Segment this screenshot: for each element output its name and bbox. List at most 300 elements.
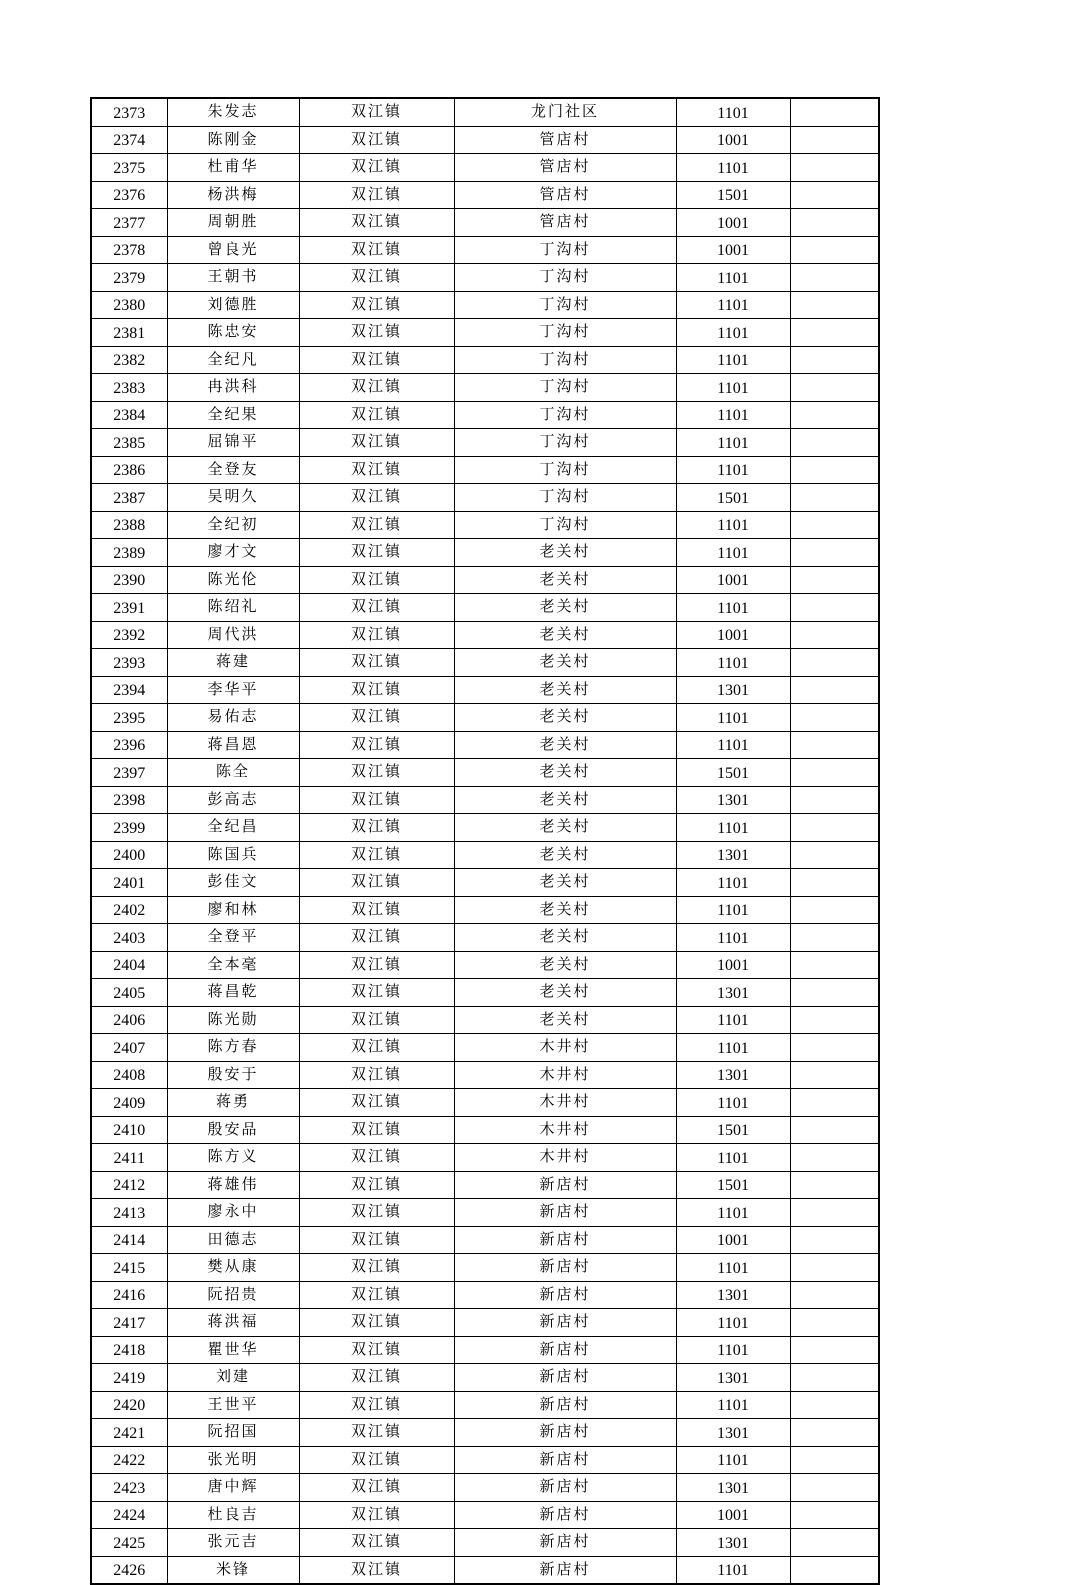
village-cell: 老关村 [454, 979, 676, 1007]
town-cell: 双江镇 [299, 401, 454, 429]
table-row [91, 759, 879, 787]
village-cell: 新店村 [454, 1171, 676, 1199]
blank-cell [790, 1171, 879, 1199]
town-cell: 双江镇 [299, 594, 454, 622]
code-cell: 1101 [676, 1199, 790, 1227]
town-cell: 双江镇 [299, 1474, 454, 1502]
row-number-cell: 2417 [91, 1309, 167, 1337]
code-cell: 1101 [676, 649, 790, 677]
village-cell: 丁沟村 [454, 429, 676, 457]
code-cell: 1101 [676, 511, 790, 539]
name-cell: 米锋 [167, 1556, 299, 1584]
town-cell: 双江镇 [299, 98, 454, 126]
row-number-cell: 2404 [91, 951, 167, 979]
village-cell: 新店村 [454, 1556, 676, 1584]
name-cell: 冉洪科 [167, 374, 299, 402]
row-number-cell: 2416 [91, 1281, 167, 1309]
town-cell: 双江镇 [299, 1336, 454, 1364]
blank-cell [790, 401, 879, 429]
code-cell: 1001 [676, 236, 790, 264]
blank-cell [790, 594, 879, 622]
town-cell: 双江镇 [299, 1226, 454, 1254]
table-row [91, 1391, 879, 1419]
code-cell: 1101 [676, 1089, 790, 1117]
code-cell: 1301 [676, 1529, 790, 1557]
blank-cell [790, 98, 879, 126]
blank-cell [790, 1529, 879, 1557]
table-row [91, 98, 879, 126]
table-row [91, 1364, 879, 1392]
town-cell: 双江镇 [299, 759, 454, 787]
village-cell: 新店村 [454, 1199, 676, 1227]
town-cell: 双江镇 [299, 346, 454, 374]
blank-cell [790, 1281, 879, 1309]
table-row [91, 924, 879, 952]
blank-cell [790, 1556, 879, 1584]
name-cell: 陈方春 [167, 1034, 299, 1062]
village-cell: 老关村 [454, 951, 676, 979]
blank-cell [790, 1144, 879, 1172]
village-cell: 管店村 [454, 154, 676, 182]
code-cell: 1301 [676, 1061, 790, 1089]
row-number-cell: 2378 [91, 236, 167, 264]
village-cell: 管店村 [454, 181, 676, 209]
code-cell: 1301 [676, 841, 790, 869]
name-cell: 廖才文 [167, 539, 299, 567]
name-cell: 瞿世华 [167, 1336, 299, 1364]
row-number-cell: 2419 [91, 1364, 167, 1392]
town-cell: 双江镇 [299, 126, 454, 154]
blank-cell [790, 1336, 879, 1364]
village-cell: 老关村 [454, 896, 676, 924]
town-cell: 双江镇 [299, 676, 454, 704]
table-row [91, 1034, 879, 1062]
name-cell: 王世平 [167, 1391, 299, 1419]
town-cell: 双江镇 [299, 1419, 454, 1447]
town-cell: 双江镇 [299, 621, 454, 649]
table-body [91, 98, 879, 1584]
table-row [91, 1061, 879, 1089]
town-cell: 双江镇 [299, 841, 454, 869]
village-cell: 新店村 [454, 1281, 676, 1309]
table-row [91, 346, 879, 374]
code-cell: 1101 [676, 1309, 790, 1337]
row-number-cell: 2426 [91, 1556, 167, 1584]
town-cell: 双江镇 [299, 209, 454, 237]
name-cell: 杜良吉 [167, 1501, 299, 1529]
table-row [91, 814, 879, 842]
code-cell: 1001 [676, 209, 790, 237]
code-cell: 1101 [676, 1254, 790, 1282]
name-cell: 廖和林 [167, 896, 299, 924]
village-cell: 管店村 [454, 126, 676, 154]
table-row [91, 1254, 879, 1282]
table-row [91, 236, 879, 264]
row-number-cell: 2377 [91, 209, 167, 237]
code-cell: 1501 [676, 1171, 790, 1199]
name-cell: 唐中辉 [167, 1474, 299, 1502]
village-cell: 新店村 [454, 1309, 676, 1337]
blank-cell [790, 1089, 879, 1117]
blank-cell [790, 566, 879, 594]
name-cell: 彭高志 [167, 786, 299, 814]
table-row [91, 154, 879, 182]
name-cell: 蒋雄伟 [167, 1171, 299, 1199]
name-cell: 陈光伦 [167, 566, 299, 594]
row-number-cell: 2410 [91, 1116, 167, 1144]
town-cell: 双江镇 [299, 539, 454, 567]
blank-cell [790, 869, 879, 897]
village-cell: 新店村 [454, 1254, 676, 1282]
town-cell: 双江镇 [299, 649, 454, 677]
name-cell: 陈国兵 [167, 841, 299, 869]
blank-cell [790, 649, 879, 677]
village-cell: 新店村 [454, 1501, 676, 1529]
table-row [91, 1281, 879, 1309]
code-cell: 1101 [676, 704, 790, 732]
table-row [91, 1116, 879, 1144]
village-cell: 丁沟村 [454, 401, 676, 429]
code-cell: 1101 [676, 896, 790, 924]
name-cell: 张元吉 [167, 1529, 299, 1557]
table-row [91, 1501, 879, 1529]
town-cell: 双江镇 [299, 1391, 454, 1419]
row-number-cell: 2414 [91, 1226, 167, 1254]
blank-cell [790, 924, 879, 952]
name-cell: 陈刚金 [167, 126, 299, 154]
blank-cell [790, 126, 879, 154]
row-number-cell: 2390 [91, 566, 167, 594]
row-number-cell: 2411 [91, 1144, 167, 1172]
table-row [91, 1226, 879, 1254]
town-cell: 双江镇 [299, 786, 454, 814]
code-cell: 1301 [676, 676, 790, 704]
row-number-cell: 2422 [91, 1446, 167, 1474]
blank-cell [790, 264, 879, 292]
village-cell: 老关村 [454, 594, 676, 622]
village-cell: 老关村 [454, 869, 676, 897]
code-cell: 1101 [676, 401, 790, 429]
code-cell: 1101 [676, 1556, 790, 1584]
table-row [91, 1144, 879, 1172]
town-cell: 双江镇 [299, 924, 454, 952]
code-cell: 1301 [676, 979, 790, 1007]
town-cell: 双江镇 [299, 1556, 454, 1584]
table-row [91, 786, 879, 814]
table-row [91, 951, 879, 979]
code-cell: 1001 [676, 566, 790, 594]
town-cell: 双江镇 [299, 731, 454, 759]
blank-cell [790, 759, 879, 787]
town-cell: 双江镇 [299, 456, 454, 484]
code-cell: 1101 [676, 429, 790, 457]
table-row [91, 484, 879, 512]
name-cell: 陈全 [167, 759, 299, 787]
blank-cell [790, 1419, 879, 1447]
blank-cell [790, 951, 879, 979]
row-number-cell: 2403 [91, 924, 167, 952]
blank-cell [790, 676, 879, 704]
blank-cell [790, 704, 879, 732]
name-cell: 全纪昌 [167, 814, 299, 842]
code-cell: 1101 [676, 814, 790, 842]
village-cell: 新店村 [454, 1391, 676, 1419]
table-row [91, 979, 879, 1007]
name-cell: 蒋昌乾 [167, 979, 299, 1007]
code-cell: 1101 [676, 264, 790, 292]
name-cell: 周朝胜 [167, 209, 299, 237]
name-cell: 阮招国 [167, 1419, 299, 1447]
blank-cell [790, 1364, 879, 1392]
code-cell: 1101 [676, 1034, 790, 1062]
table-row [91, 291, 879, 319]
table-row [91, 896, 879, 924]
blank-cell [790, 154, 879, 182]
table-row [91, 1556, 879, 1584]
village-cell: 木井村 [454, 1061, 676, 1089]
code-cell: 1101 [676, 346, 790, 374]
row-number-cell: 2418 [91, 1336, 167, 1364]
table-row [91, 676, 879, 704]
town-cell: 双江镇 [299, 951, 454, 979]
table-row [91, 1006, 879, 1034]
blank-cell [790, 511, 879, 539]
table-row [91, 181, 879, 209]
blank-cell [790, 1226, 879, 1254]
town-cell: 双江镇 [299, 896, 454, 924]
code-cell: 1101 [676, 291, 790, 319]
town-cell: 双江镇 [299, 566, 454, 594]
blank-cell [790, 236, 879, 264]
name-cell: 全纪凡 [167, 346, 299, 374]
blank-cell [790, 1199, 879, 1227]
blank-cell [790, 731, 879, 759]
table-row [91, 566, 879, 594]
blank-cell [790, 291, 879, 319]
town-cell: 双江镇 [299, 291, 454, 319]
row-number-cell: 2400 [91, 841, 167, 869]
village-cell: 老关村 [454, 841, 676, 869]
row-number-cell: 2379 [91, 264, 167, 292]
table-row [91, 1474, 879, 1502]
table-row [91, 1336, 879, 1364]
village-cell: 木井村 [454, 1034, 676, 1062]
row-number-cell: 2380 [91, 291, 167, 319]
name-cell: 周代洪 [167, 621, 299, 649]
row-number-cell: 2393 [91, 649, 167, 677]
village-cell: 老关村 [454, 676, 676, 704]
town-cell: 双江镇 [299, 484, 454, 512]
name-cell: 刘建 [167, 1364, 299, 1392]
row-number-cell: 2412 [91, 1171, 167, 1199]
name-cell: 蒋建 [167, 649, 299, 677]
row-number-cell: 2425 [91, 1529, 167, 1557]
name-cell: 陈绍礼 [167, 594, 299, 622]
code-cell: 1501 [676, 759, 790, 787]
name-cell: 李华平 [167, 676, 299, 704]
blank-cell [790, 1446, 879, 1474]
blank-cell [790, 539, 879, 567]
table-row [91, 704, 879, 732]
village-cell: 新店村 [454, 1529, 676, 1557]
town-cell: 双江镇 [299, 1144, 454, 1172]
table-row [91, 319, 879, 347]
code-cell: 1101 [676, 1446, 790, 1474]
name-cell: 全纪初 [167, 511, 299, 539]
village-cell: 新店村 [454, 1226, 676, 1254]
table-row [91, 1419, 879, 1447]
name-cell: 田德志 [167, 1226, 299, 1254]
data-table [90, 97, 880, 1585]
code-cell: 1001 [676, 126, 790, 154]
row-number-cell: 2386 [91, 456, 167, 484]
town-cell: 双江镇 [299, 1116, 454, 1144]
town-cell: 双江镇 [299, 979, 454, 1007]
code-cell: 1001 [676, 1226, 790, 1254]
village-cell: 丁沟村 [454, 319, 676, 347]
row-number-cell: 2408 [91, 1061, 167, 1089]
village-cell: 新店村 [454, 1446, 676, 1474]
code-cell: 1001 [676, 951, 790, 979]
row-number-cell: 2423 [91, 1474, 167, 1502]
row-number-cell: 2373 [91, 98, 167, 126]
name-cell: 蒋昌恩 [167, 731, 299, 759]
blank-cell [790, 346, 879, 374]
table-row [91, 649, 879, 677]
town-cell: 双江镇 [299, 1364, 454, 1392]
blank-cell [790, 374, 879, 402]
town-cell: 双江镇 [299, 1501, 454, 1529]
town-cell: 双江镇 [299, 236, 454, 264]
blank-cell [790, 1391, 879, 1419]
table-row [91, 429, 879, 457]
blank-cell [790, 1034, 879, 1062]
village-cell: 丁沟村 [454, 484, 676, 512]
table-row [91, 869, 879, 897]
village-cell: 老关村 [454, 539, 676, 567]
village-cell: 龙门社区 [454, 98, 676, 126]
town-cell: 双江镇 [299, 704, 454, 732]
village-cell: 木井村 [454, 1144, 676, 1172]
row-number-cell: 2381 [91, 319, 167, 347]
code-cell: 1501 [676, 181, 790, 209]
name-cell: 曾良光 [167, 236, 299, 264]
code-cell: 1001 [676, 621, 790, 649]
code-cell: 1101 [676, 869, 790, 897]
name-cell: 张光明 [167, 1446, 299, 1474]
blank-cell [790, 814, 879, 842]
name-cell: 王朝书 [167, 264, 299, 292]
row-number-cell: 2413 [91, 1199, 167, 1227]
town-cell: 双江镇 [299, 429, 454, 457]
code-cell: 1101 [676, 154, 790, 182]
village-cell: 新店村 [454, 1364, 676, 1392]
code-cell: 1301 [676, 1419, 790, 1447]
name-cell: 全登友 [167, 456, 299, 484]
code-cell: 1101 [676, 924, 790, 952]
village-cell: 木井村 [454, 1089, 676, 1117]
village-cell: 新店村 [454, 1474, 676, 1502]
table-row [91, 1089, 879, 1117]
town-cell: 双江镇 [299, 154, 454, 182]
village-cell: 老关村 [454, 924, 676, 952]
town-cell: 双江镇 [299, 264, 454, 292]
row-number-cell: 2409 [91, 1089, 167, 1117]
town-cell: 双江镇 [299, 319, 454, 347]
table-row [91, 456, 879, 484]
blank-cell [790, 786, 879, 814]
name-cell: 易佑志 [167, 704, 299, 732]
row-number-cell: 2382 [91, 346, 167, 374]
row-number-cell: 2384 [91, 401, 167, 429]
table-row [91, 374, 879, 402]
code-cell: 1301 [676, 1474, 790, 1502]
town-cell: 双江镇 [299, 1034, 454, 1062]
code-cell: 1101 [676, 1006, 790, 1034]
name-cell: 蒋勇 [167, 1089, 299, 1117]
table-row [91, 539, 879, 567]
name-cell: 陈忠安 [167, 319, 299, 347]
blank-cell [790, 1116, 879, 1144]
town-cell: 双江镇 [299, 869, 454, 897]
village-cell: 新店村 [454, 1336, 676, 1364]
table-row [91, 1199, 879, 1227]
row-number-cell: 2421 [91, 1419, 167, 1447]
code-cell: 1301 [676, 1364, 790, 1392]
table-row [91, 1171, 879, 1199]
village-cell: 丁沟村 [454, 264, 676, 292]
town-cell: 双江镇 [299, 1006, 454, 1034]
village-cell: 丁沟村 [454, 291, 676, 319]
name-cell: 廖永中 [167, 1199, 299, 1227]
row-number-cell: 2395 [91, 704, 167, 732]
name-cell: 阮招贵 [167, 1281, 299, 1309]
village-cell: 老关村 [454, 731, 676, 759]
row-number-cell: 2394 [91, 676, 167, 704]
row-number-cell: 2391 [91, 594, 167, 622]
row-number-cell: 2399 [91, 814, 167, 842]
blank-cell [790, 429, 879, 457]
code-cell: 1101 [676, 1336, 790, 1364]
town-cell: 双江镇 [299, 181, 454, 209]
town-cell: 双江镇 [299, 1254, 454, 1282]
table-row [91, 264, 879, 292]
table-row [91, 1309, 879, 1337]
row-number-cell: 2397 [91, 759, 167, 787]
code-cell: 1101 [676, 539, 790, 567]
row-number-cell: 2401 [91, 869, 167, 897]
blank-cell [790, 841, 879, 869]
table-row [91, 401, 879, 429]
row-number-cell: 2374 [91, 126, 167, 154]
row-number-cell: 2392 [91, 621, 167, 649]
village-cell: 丁沟村 [454, 511, 676, 539]
name-cell: 杜甫华 [167, 154, 299, 182]
code-cell: 1101 [676, 98, 790, 126]
town-cell: 双江镇 [299, 1089, 454, 1117]
row-number-cell: 2424 [91, 1501, 167, 1529]
row-number-cell: 2398 [91, 786, 167, 814]
name-cell: 吴明久 [167, 484, 299, 512]
town-cell: 双江镇 [299, 1281, 454, 1309]
name-cell: 殷安于 [167, 1061, 299, 1089]
town-cell: 双江镇 [299, 1199, 454, 1227]
blank-cell [790, 484, 879, 512]
row-number-cell: 2396 [91, 731, 167, 759]
village-cell: 老关村 [454, 759, 676, 787]
row-number-cell: 2376 [91, 181, 167, 209]
village-cell: 老关村 [454, 814, 676, 842]
